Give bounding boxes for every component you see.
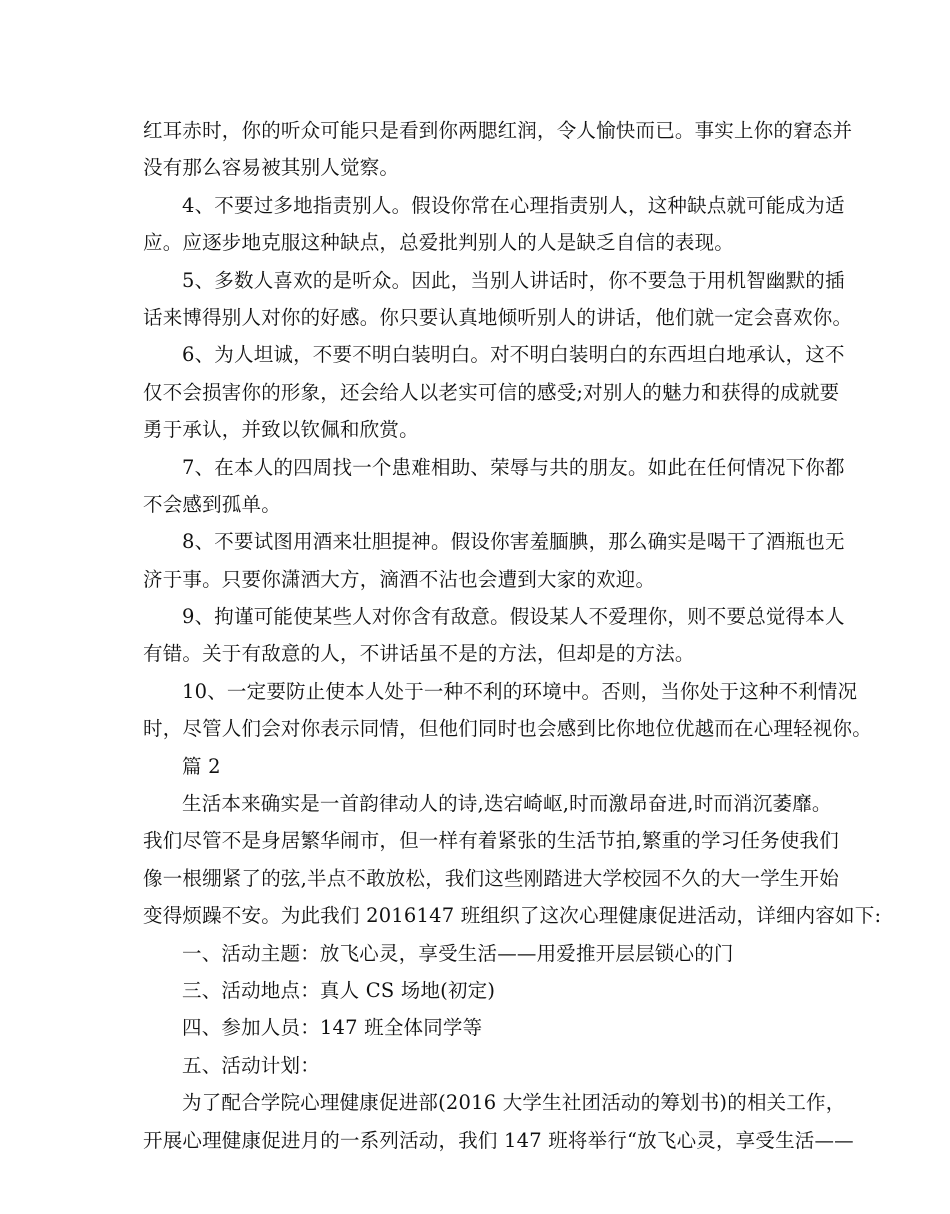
text-line: 变得烦躁不安。为此我们 2016147 班组织了这次心理健康促进活动，详细内容如下: [143, 904, 882, 928]
text-line: 话来博得别人对你的好感。你只要认真地倾听别人的讲话，他们就一定会喜欢你。 [143, 305, 853, 329]
text-line: 不会感到孤单。 [143, 492, 281, 516]
paragraph-first-line: 五、活动计划： [182, 1053, 320, 1077]
text-line: 济于事。只要你潇洒大方，滴酒不沾也会遭到大家的欢迎。 [143, 567, 656, 591]
text-line: 没有那么容易被其别人觉察。 [143, 156, 400, 180]
text-line: 勇于承认，并致以钦佩和欣赏。 [143, 418, 419, 442]
text-line: 我们尽管不是身居繁华闹市，但一样有着紧张的生活节拍,繁重的学习任务使我们 [143, 829, 839, 853]
text-line: 有错。关于有敌意的人，不讲话虽不是的方法，但却是的方法。 [143, 642, 695, 666]
paragraph-first-line: 篇 2 [182, 754, 221, 778]
text-line: 红耳赤时，你的听众可能只是看到你两腮红润，令人愉快而已。事实上你的窘态并 [143, 119, 853, 142]
document-body [143, 112, 882, 1159]
paragraph-first-line: 9、拘谨可能使某些人对你含有敌意。假设某人不爱理你，则不要总觉得本人 [182, 605, 845, 629]
text-line: 仅不会损害你的形象，还会给人以老实可信的感受;对别人的魅力和获得的成就要 [143, 380, 840, 404]
paragraph-first-line: 5、多数人喜欢的是听众。因此，当别人讲话时，你不要急于用机智幽默的插 [182, 268, 845, 292]
paragraph-first-line: 生活本来确实是一首韵律动人的诗,迭宕崎岖,时而激昂奋进,时而消沉萎靡。 [182, 792, 832, 816]
paragraph-first-line: 7、在本人的四周找一个患难相助、荣辱与共的朋友。如此在任何情况下你都 [182, 455, 845, 479]
text-line: 像一根绷紧了的弦,半点不敢放松，我们这些刚踏进大学校园不久的大一学生开始 [143, 866, 839, 890]
text-line: 开展心理健康促进月的一系列活动，我们 147 班将举行“放飞心灵，享受生活—— [143, 1128, 854, 1152]
text-line: 时，尽管人们会对你表示同情，但他们同时也会感到比你地位优越而在心理轻视你。 [143, 717, 872, 741]
paragraph-first-line: 10、一定要防止使本人处于一种不利的环境中。否则，当你处于这种不利情况 [182, 679, 858, 703]
paragraph-first-line: 8、不要试图用酒来壮胆提神。假设你害羞腼腆，那么确实是喝干了酒瓶也无 [182, 530, 845, 554]
text-line: 应。应逐步地克服这种缺点，总爱批判别人的人是缺乏自信的表现。 [143, 231, 735, 255]
paragraph-first-line: 6、为人坦诚，不要不明白装明白。对不明白装明白的东西坦白地承认，这不 [182, 343, 845, 367]
paragraph-first-line: 为了配合学院心理健康促进部(2016 大学生社团活动的筹划书)的相关工作， [182, 1091, 846, 1115]
paragraph-first-line: 4、不要过多地指责别人。假设你常在心理指责别人，这种缺点就可能成为适 [182, 193, 845, 217]
paragraph-first-line: 三、活动地点：真人 CS 场地(初定) [182, 978, 496, 1002]
paragraph-first-line: 一、活动主题：放飞心灵，享受生活——用爱推开层层锁心的门 [182, 941, 734, 965]
paragraph-first-line: 四、参加人员：147 班全体同学等 [182, 1016, 483, 1040]
